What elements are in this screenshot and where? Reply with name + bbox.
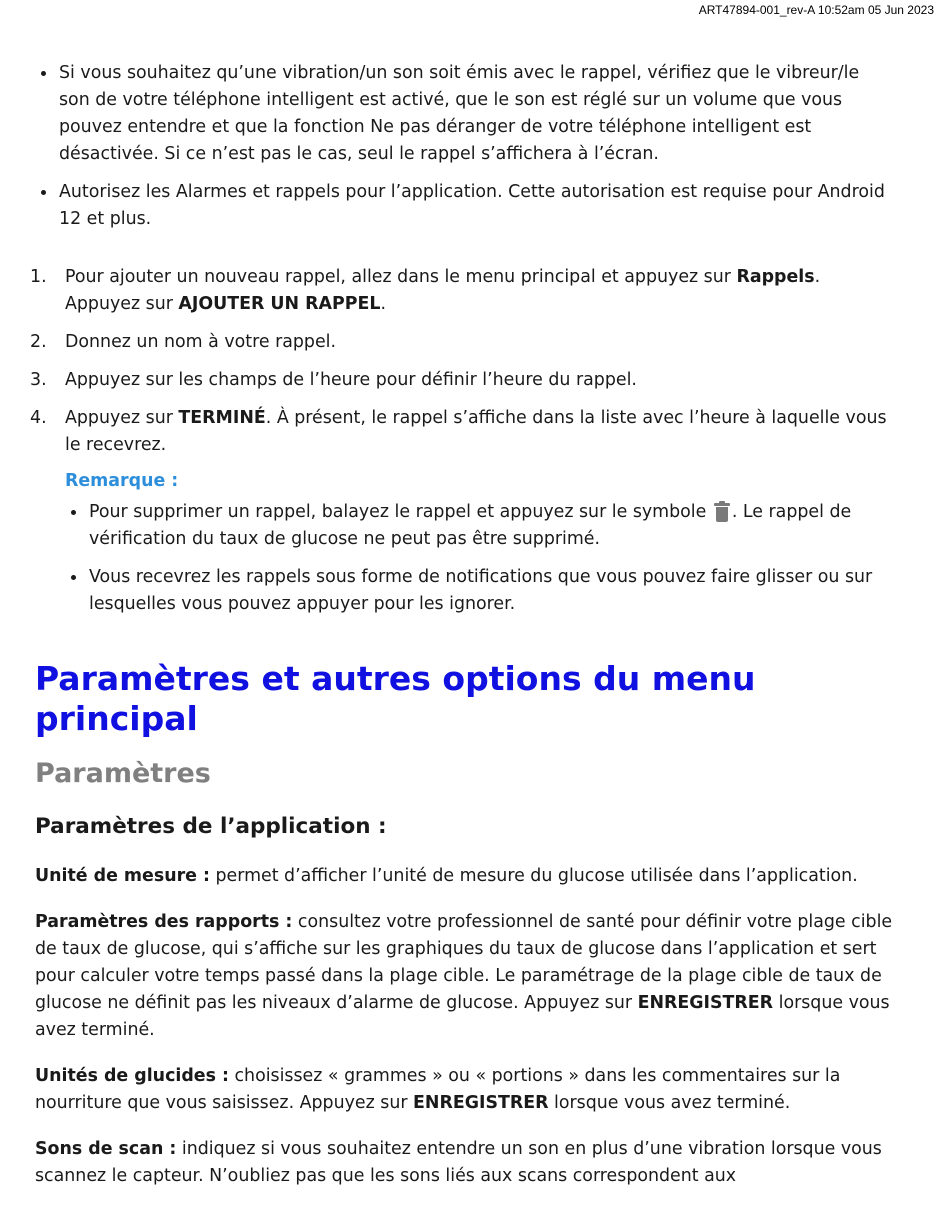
- app-settings-title: Paramètres de l’application :: [35, 814, 387, 839]
- setting-text: choisissez « grammes » ou « portions » dans les commentaires sur la nourriture que vous saisissez. Appuyez sur: [35, 1066, 841, 1113]
- list-item: [30, 367, 895, 394]
- page-content: [30, 60, 895, 1190]
- step-text: Pour ajouter un nouveau rappel, allez dans le menu principal et appuyez sur: [65, 267, 737, 287]
- setting-text: indiquez si vous souhaitez entendre un son en plus d’une vibration lorsque vous scannez le capteur. N’oubliez pas que les sons liés aux scans correspondent aux: [35, 1139, 882, 1186]
- setting-text: consultez votre professionnel de santé pour définir votre plage cible de taux de glucose, qui s’affiche sur les graphiques du taux de glucose dans l’application et sert pour calculer votre temps passé dans la plage cible. Le paramétrage de la plage cible de taux de glucose ne définit pas les niveaux d’alarme de glucose. Appuyez sur: [35, 912, 893, 1013]
- list-item: [65, 499, 895, 553]
- remark-text: . Le rappel de vérification du taux de glucose ne peut pas être supprimé.: [89, 502, 852, 549]
- step-text: Appuyez sur: [65, 408, 179, 428]
- bold-term: TERMINÉ: [178, 408, 266, 428]
- bold-term: ENREGISTRER: [413, 1093, 549, 1113]
- bold-term: Rappels: [736, 267, 815, 287]
- step-text: .: [380, 294, 386, 314]
- step-text: . Appuyez sur: [65, 267, 821, 314]
- setting-scan: [35, 1136, 895, 1190]
- setting-label: Paramètres des rapports :: [35, 912, 293, 932]
- step-number: 2.: [30, 332, 47, 352]
- list-item: [30, 405, 895, 459]
- list-item: Si vous souhaitez qu’une vibration/un son soit émis avec le rappel, vérifiez que le vibreur/le son de votre téléphone intelligent est activé, que le son est réglé sur un volume que vous pouvez entendre et que la fonction Ne pas déranger de votre téléphone intelligent est désactivée. Si ce n’est pas le cas, seul le rappel s’affichera à l’écran.: [35, 60, 890, 168]
- setting-unit: [35, 863, 895, 890]
- trash-icon: [714, 501, 730, 522]
- step-text: Donnez un nom à votre rappel.: [65, 332, 337, 352]
- setting-text: lorsque vous avez terminé.: [35, 993, 890, 1040]
- step-number: 3.: [30, 370, 47, 390]
- intro-bullet-list: [35, 60, 890, 233]
- list-item: Vous recevrez les rappels sous forme de notifications que vous pouvez faire glisser ou sur lesquelles vous pouvez appuyer pour les ignorer.: [65, 564, 895, 618]
- setting-carbs: [35, 1063, 895, 1117]
- remark-bullet-list: [65, 499, 895, 618]
- setting-text: lorsque vous avez terminé.: [548, 1093, 791, 1113]
- subsection-title: Paramètres: [35, 758, 211, 789]
- step-number: 4.: [30, 408, 47, 428]
- setting-reports: [35, 909, 895, 1044]
- list-item: [30, 264, 895, 318]
- list-item: Autorisez les Alarmes et rappels pour l’application. Cette autorisation est requise pour Android 12 et plus.: [35, 179, 890, 233]
- section-title: Paramètres et autres options du menu principal: [35, 659, 756, 738]
- steps-list: [30, 264, 895, 459]
- bold-term: AJOUTER UN RAPPEL: [178, 294, 381, 314]
- remark-block: [65, 468, 895, 618]
- setting-label: Sons de scan :: [35, 1139, 177, 1159]
- setting-label: Unités de glucides :: [35, 1066, 229, 1086]
- remark-text: Pour supprimer un rappel, balayez le rappel et appuyez sur le symbole: [89, 502, 712, 522]
- setting-text: permet d’afficher l’unité de mesure du glucose utilisée dans l’application.: [209, 866, 858, 886]
- remark-label: Remarque :: [65, 471, 179, 491]
- document-id-stamp: ART47894-001_rev-A 10:52am 05 Jun 2023: [698, 3, 934, 17]
- step-number: 1.: [30, 267, 47, 287]
- list-item: [30, 329, 895, 356]
- step-text: Appuyez sur les champs de l’heure pour définir l’heure du rappel.: [65, 370, 637, 390]
- setting-label: Unité de mesure :: [35, 866, 210, 886]
- bold-term: ENREGISTRER: [637, 993, 774, 1013]
- step-text: . À présent, le rappel s’affiche dans la liste avec l’heure à laquelle vous le recevrez.: [65, 408, 887, 455]
